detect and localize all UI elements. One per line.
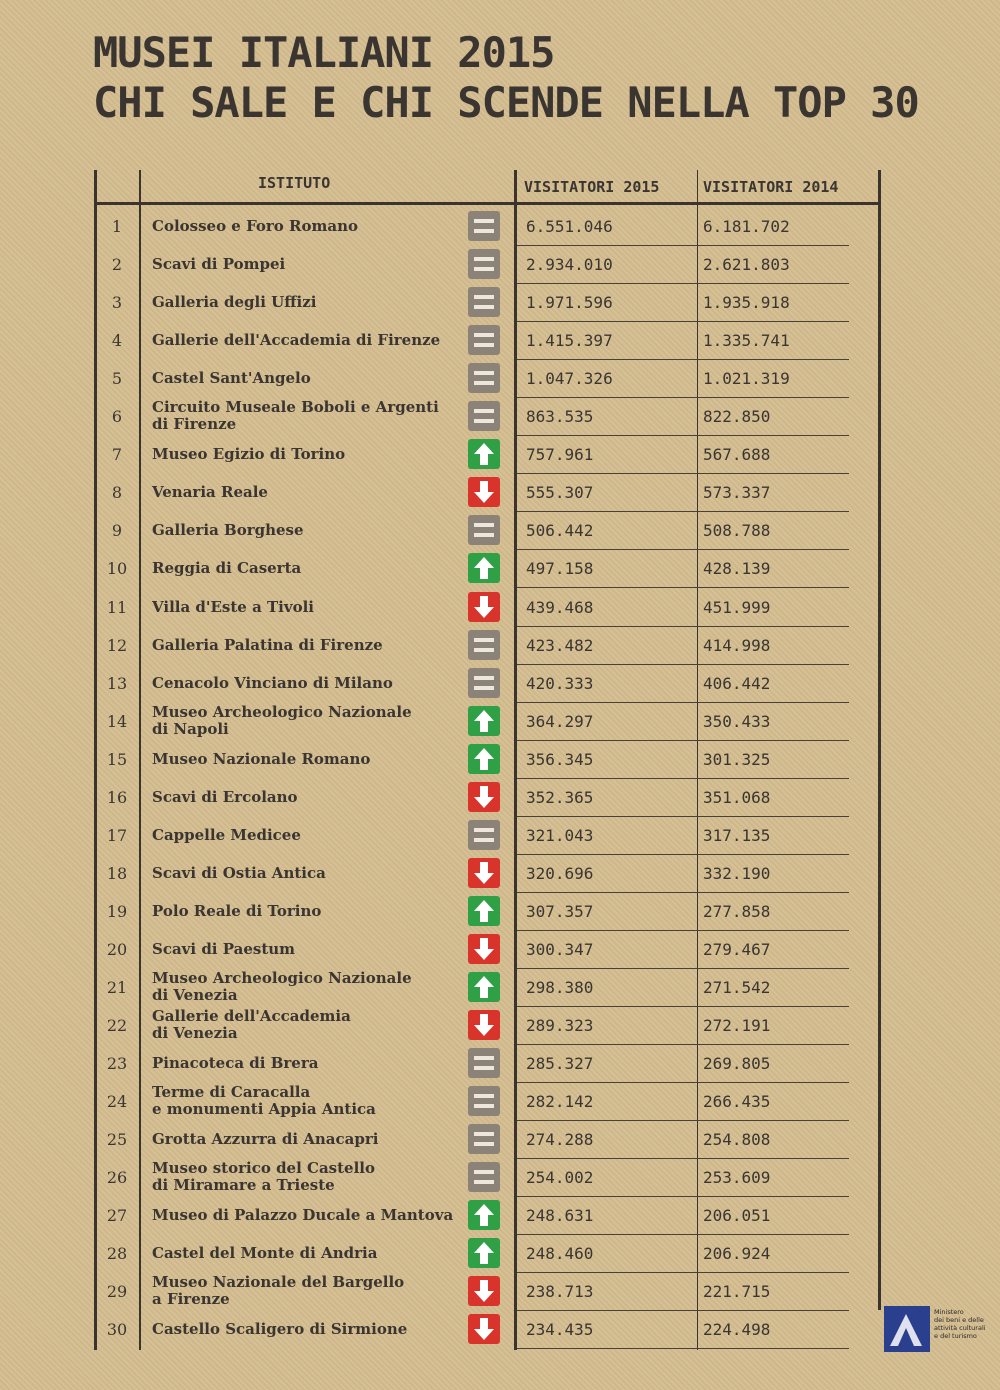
rank-cell: 18	[106, 863, 128, 883]
rank-cell: 20	[106, 939, 128, 959]
museum-name: Gallerie dell'Accademia di Firenze	[152, 331, 441, 350]
visitors-2014: 428.139	[703, 559, 771, 579]
ministry-logo-text: Ministero dei beni e delle attività culturali e del turismo	[934, 1308, 986, 1340]
visitors-2015: 298.380	[526, 978, 594, 997]
rank-cell: 13	[106, 673, 128, 693]
rank-cell: 15	[106, 749, 128, 769]
visitors-2015: 320.696	[526, 863, 594, 883]
visitors-2015: 352.365	[526, 787, 594, 807]
visitors-2014: 414.998	[703, 635, 771, 655]
visitors-2015: 289.323	[526, 1016, 594, 1036]
table-row	[0, 322, 1000, 360]
museum-name: Venaria Reale	[152, 483, 268, 502]
visitors-2014: 254.808	[703, 1130, 771, 1150]
rank-cell: 26	[106, 1168, 128, 1188]
table-row	[0, 398, 1000, 436]
rank-cell: 16	[106, 787, 128, 807]
equal-icon	[468, 1086, 500, 1116]
table-row	[0, 1159, 1000, 1197]
museum-name: Polo Reale di Torino	[152, 901, 322, 920]
visitors-2015: 1.047.326	[526, 369, 613, 389]
rank-cell: 6	[111, 407, 123, 427]
visitors-2015: 757.961	[526, 445, 594, 465]
table-header-underline	[94, 202, 880, 205]
table-row	[0, 1007, 1000, 1045]
arrow-down-icon	[468, 592, 500, 622]
table-row	[0, 741, 1000, 779]
equal-icon	[468, 515, 500, 545]
rank-cell: 9	[111, 521, 123, 541]
rank-cell: 30	[106, 1320, 128, 1340]
rank-cell: 12	[106, 635, 128, 655]
museum-name: Galleria Palatina di Firenze	[152, 635, 383, 654]
poster-title	[93, 28, 919, 128]
rank-cell: 25	[106, 1130, 128, 1150]
rank-cell: 4	[111, 331, 123, 351]
table-row	[0, 665, 1000, 703]
row-separator	[517, 1348, 849, 1349]
visitors-2014: 350.433	[703, 711, 771, 731]
header-istituto: ISTITUTO	[258, 174, 331, 192]
visitors-2014: 279.467	[703, 939, 771, 959]
arrow-up-icon	[468, 706, 500, 736]
arrow-up-icon	[468, 1238, 500, 1268]
visitors-2014: 6.181.702	[703, 217, 790, 236]
visitors-2014: 351.068	[703, 787, 771, 807]
visitors-2014: 332.190	[703, 863, 771, 883]
rank-cell: 10	[106, 559, 128, 579]
rank-cell: 23	[106, 1054, 128, 1074]
table-row	[0, 208, 1000, 246]
table-row	[0, 627, 1000, 665]
visitors-2014: 206.051	[703, 1206, 771, 1226]
arrow-up-icon	[468, 1200, 500, 1230]
visitors-2015: 238.713	[526, 1282, 594, 1302]
visitors-2015: 307.357	[526, 901, 594, 921]
visitors-2014: 1.935.918	[703, 293, 790, 313]
museum-name: Museo di Palazzo Ducale a Mantova	[152, 1206, 454, 1225]
museum-name: Grotta Azzurra di Anacapri	[152, 1130, 379, 1149]
visitors-2014: 822.850	[703, 407, 771, 427]
rank-cell: 19	[106, 901, 128, 921]
ministry-logo	[884, 1306, 996, 1354]
visitors-2015: 356.345	[526, 749, 594, 769]
museum-name: Museo Nazionale del Bargello a Firenze	[152, 1273, 405, 1309]
rank-cell: 22	[106, 1016, 128, 1036]
museum-name: Scavi di Ostia Antica	[152, 863, 326, 882]
equal-icon	[468, 1162, 500, 1192]
table-row	[0, 779, 1000, 817]
museum-name: Cappelle Medicee	[152, 825, 301, 844]
visitors-2014: 224.498	[703, 1320, 771, 1340]
visitors-2014: 1.021.319	[703, 369, 790, 389]
museum-name: Museo storico del Castello di Miramare a Trieste	[152, 1159, 375, 1195]
rank-cell: 5	[111, 369, 123, 389]
table-row	[0, 855, 1000, 893]
visitors-2015: 863.535	[526, 407, 594, 427]
arrow-down-icon	[468, 1276, 500, 1306]
museum-name: Scavi di Ercolano	[152, 787, 298, 806]
title-line-2: CHI SALE E CHI SCENDE NELLA TOP 30	[93, 78, 919, 127]
table-row	[0, 893, 1000, 931]
visitors-2014: 317.135	[703, 825, 771, 845]
museum-name: Museo Archeologico Nazionale di Venezia	[152, 969, 412, 1004]
table-row	[0, 474, 1000, 512]
visitors-2014: 221.715	[703, 1282, 771, 1302]
museum-name: Pinacoteca di Brera	[152, 1054, 319, 1073]
equal-icon	[468, 325, 500, 355]
rank-cell: 7	[111, 445, 123, 465]
table-row	[0, 1311, 1000, 1349]
arrow-up-icon	[468, 744, 500, 774]
table-row	[0, 1273, 1000, 1311]
table-row	[0, 436, 1000, 474]
visitors-2015: 248.631	[526, 1206, 594, 1226]
equal-icon	[468, 287, 500, 317]
arrow-up-icon	[468, 896, 500, 926]
table-row	[0, 1121, 1000, 1159]
museum-name: Castel del Monte di Andria	[152, 1244, 378, 1263]
visitors-2014: 508.788	[703, 521, 771, 541]
equal-icon	[468, 1048, 500, 1078]
equal-icon	[468, 363, 500, 393]
visitors-2015: 274.288	[526, 1130, 594, 1150]
equal-icon	[468, 630, 500, 660]
table-row	[0, 360, 1000, 398]
museum-name: Museo Nazionale Romano	[152, 749, 371, 768]
table-row	[0, 817, 1000, 855]
visitors-2014: 253.609	[703, 1168, 771, 1188]
visitors-2015: 1.415.397	[526, 331, 613, 351]
rank-cell: 17	[106, 825, 128, 845]
museum-name: Gallerie dell'Accademia di Venezia	[152, 1007, 351, 1043]
arrow-down-icon	[468, 934, 500, 964]
visitors-2015: 420.333	[526, 673, 594, 693]
museum-name: Galleria Borghese	[152, 521, 304, 540]
rank-cell: 28	[106, 1244, 128, 1264]
visitors-2015: 439.468	[526, 597, 594, 617]
equal-icon	[468, 401, 500, 431]
museum-name: Cenacolo Vinciano di Milano	[152, 673, 393, 692]
visitors-2015: 2.934.010	[526, 255, 613, 275]
visitors-2015: 6.551.046	[526, 217, 613, 236]
museum-name: Scavi di Paestum	[152, 939, 296, 958]
museum-name: Castello Scaligero di Sirmione	[152, 1320, 408, 1339]
arrow-up-icon	[468, 972, 500, 1002]
rank-cell: 24	[106, 1092, 128, 1112]
rank-cell: 11	[106, 597, 128, 617]
rank-cell: 3	[111, 293, 123, 313]
visitors-2015: 321.043	[526, 825, 594, 845]
visitors-2015: 555.307	[526, 483, 594, 503]
visitors-2014: 451.999	[703, 597, 771, 617]
equal-icon	[468, 1124, 500, 1154]
visitors-2015: 254.002	[526, 1168, 594, 1188]
header-visitatori-2015: VISITATORI 2015	[524, 178, 660, 196]
table-row	[0, 284, 1000, 322]
museum-name: Colosseo e Foro Romano	[152, 217, 359, 235]
arrow-down-icon	[468, 782, 500, 812]
table-row	[0, 703, 1000, 741]
visitors-2014: 1.335.741	[703, 331, 790, 351]
visitors-2014: 277.858	[703, 901, 771, 921]
museum-name: Galleria degli Uffizi	[152, 293, 317, 312]
rank-cell: 14	[106, 711, 128, 731]
table-row	[0, 550, 1000, 588]
equal-icon	[468, 211, 500, 241]
museum-name: Circuito Museale Boboli e Argenti di Firenze	[152, 398, 439, 434]
museum-name: Terme di Caracalla e monumenti Appia Antica	[152, 1083, 376, 1119]
equal-icon	[468, 249, 500, 279]
museum-name: Castel Sant'Angelo	[152, 369, 311, 388]
visitors-2014: 2.621.803	[703, 255, 790, 275]
arrow-down-icon	[468, 858, 500, 888]
museum-name: Reggia di Caserta	[152, 559, 302, 578]
visitors-2014: 272.191	[703, 1016, 771, 1036]
table-row	[0, 246, 1000, 284]
equal-icon	[468, 820, 500, 850]
visitors-2015: 282.142	[526, 1092, 594, 1112]
equal-icon	[468, 668, 500, 698]
visitors-2015: 234.435	[526, 1320, 594, 1340]
rank-cell: 21	[106, 978, 128, 997]
museum-name: Scavi di Pompei	[152, 255, 286, 274]
visitors-2015: 423.482	[526, 635, 594, 655]
museum-name: Museo Egizio di Torino	[152, 445, 346, 464]
table-row	[0, 1045, 1000, 1083]
header-visitatori-2014: VISITATORI 2014	[703, 178, 839, 196]
museum-name: Villa d'Este a Tivoli	[152, 597, 314, 616]
visitors-2014: 266.435	[703, 1092, 771, 1112]
arrow-up-icon	[468, 553, 500, 583]
table-row	[0, 931, 1000, 969]
visitors-2014: 271.542	[703, 978, 771, 997]
arrow-down-icon	[468, 1010, 500, 1040]
title-line-1: MUSEI ITALIANI 2015	[93, 28, 555, 77]
arrow-up-icon	[468, 439, 500, 469]
visitors-2014: 269.805	[703, 1054, 771, 1074]
table-row	[0, 1083, 1000, 1121]
rank-cell: 1	[111, 217, 123, 236]
table-row	[0, 1235, 1000, 1273]
visitors-2015: 364.297	[526, 711, 594, 731]
rank-cell: 8	[111, 483, 123, 503]
arrow-down-icon	[468, 1314, 500, 1344]
visitors-2014: 206.924	[703, 1244, 771, 1264]
rank-cell: 29	[106, 1282, 128, 1302]
visitors-2014: 301.325	[703, 749, 771, 769]
mibact-logo-mark	[884, 1306, 930, 1352]
visitors-2014: 567.688	[703, 445, 771, 465]
visitors-2015: 300.347	[526, 939, 594, 959]
rank-cell: 2	[111, 255, 123, 275]
visitors-2015: 497.158	[526, 559, 594, 579]
rank-cell: 27	[106, 1206, 128, 1226]
table-row	[0, 969, 1000, 1007]
visitors-2014: 573.337	[703, 483, 771, 503]
visitors-2015: 285.327	[526, 1054, 594, 1074]
visitors-2015: 1.971.596	[526, 293, 613, 313]
table-row	[0, 512, 1000, 550]
visitors-2015: 506.442	[526, 521, 594, 541]
arrow-down-icon	[468, 477, 500, 507]
table-row	[0, 589, 1000, 627]
table-row	[0, 1197, 1000, 1235]
visitors-2015: 248.460	[526, 1244, 594, 1264]
museum-name: Museo Archeologico Nazionale di Napoli	[152, 702, 412, 738]
visitors-2014: 406.442	[703, 673, 771, 693]
